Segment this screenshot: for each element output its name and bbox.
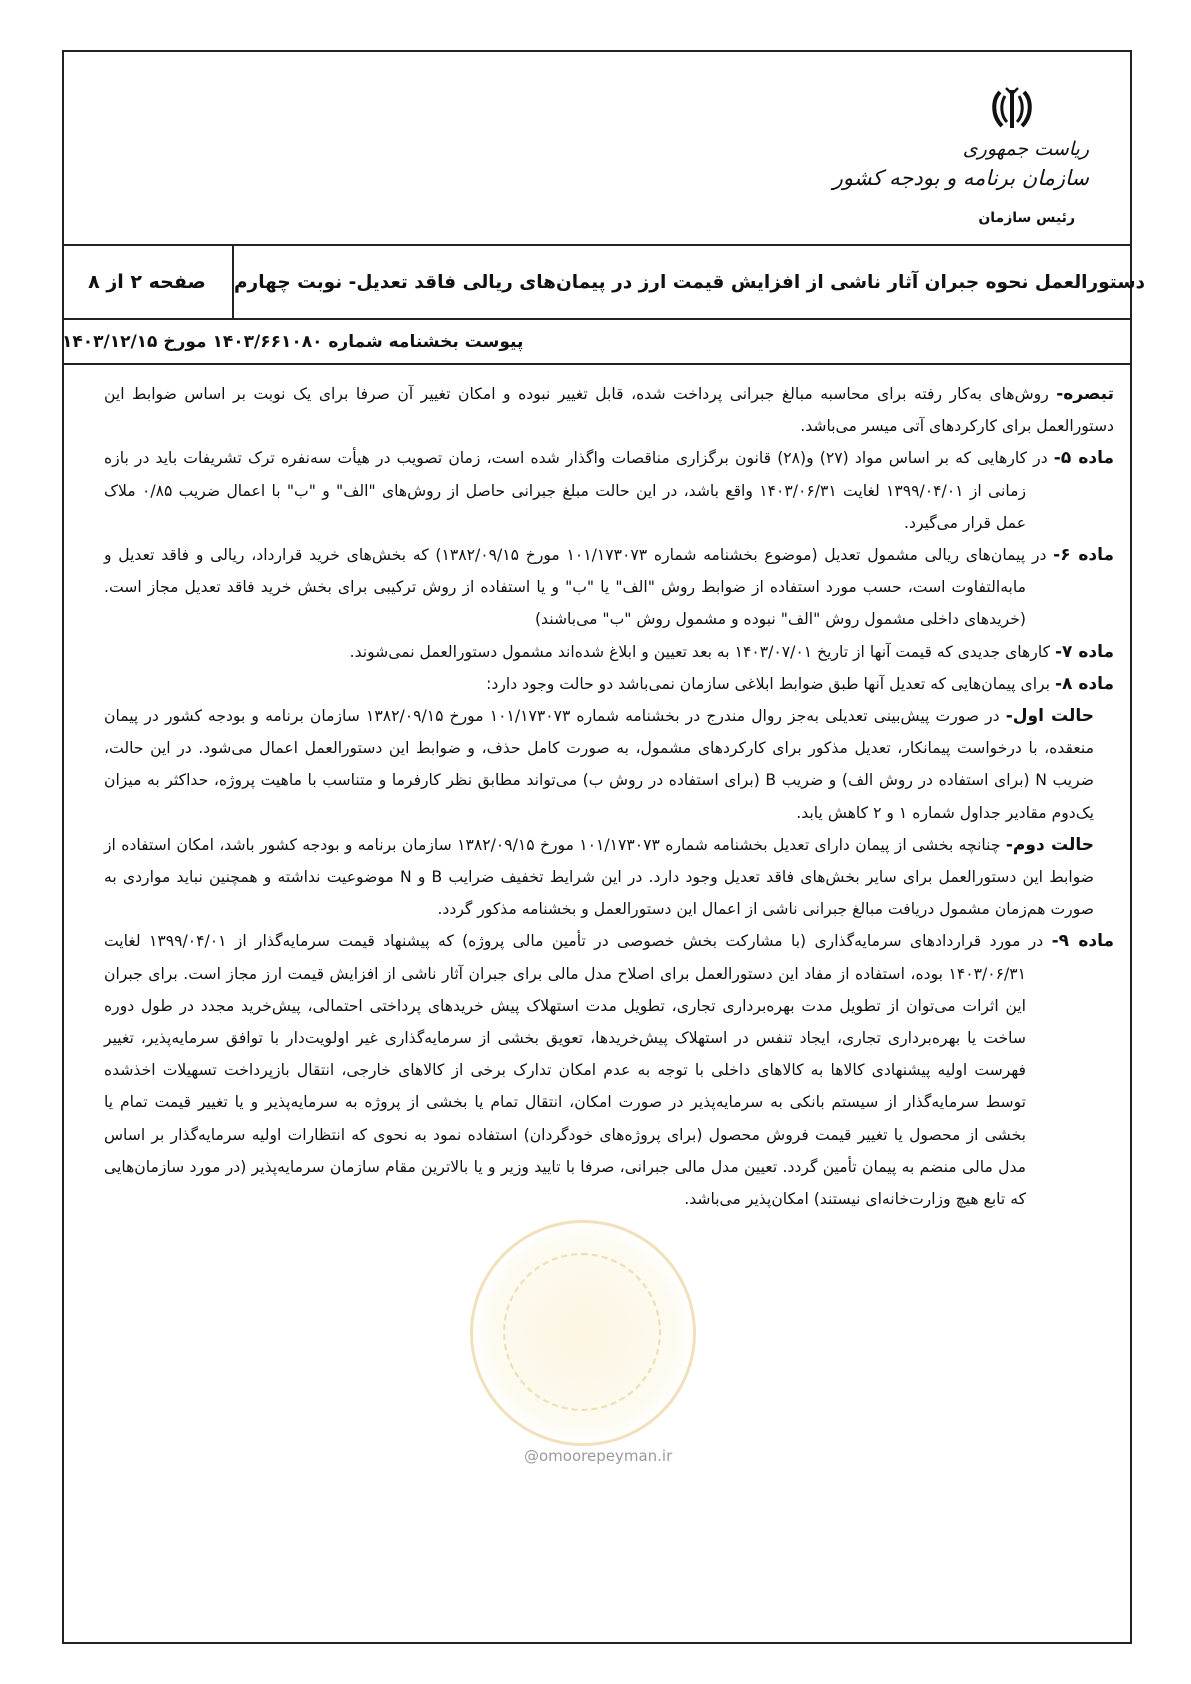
article-7 — [104, 636, 1114, 668]
case-one-label: حالت اول- — [1005, 706, 1095, 727]
article-6-label: ماده ۶- — [1053, 545, 1115, 566]
article-9-text: در مورد قراردادهای سرمایه‌گذاری (با مشارکت بخش خصوصی در تأمین مالی پروژه) که پیشنهاد قیمت سرمایه‌گذار از ۱۳۹۹/۰۴/۰۱ لغایت ۱۴۰۳/۰۶/۳۱ بوده، استفاده از مفاد این دستورالعمل برای اصلاح مدل مالی برای جبران آثار ناشی از افزایش قیمت ارز مجاز است. برای جبران این اثرات می‌توان از تطویل مدت بهره‌برداری تجاری، تطویل مدت استهلاک پیش خریدهای پرداختی احتمالی، پیش‌خرید مجدد در طول دوره ساخت یا بهره‌برداری تجاری، ایجاد تنفس در استهلاک پیش‌خریدها، تعویق بخشی از سرمایه‌گذاری غیر اولویت‌دار با توافق سرمایه‌پذیر، تغییر فهرست اولیه پیشنهادی کالاها به کالاهای داخلی با توجه به عدم امکان تدارک برخی از کالاهای خارجی، انتقال بازپرداخت تسهیلات اخذشده توسط سرمایه‌گذار از سیستم بانکی به سرمایه‌پذیر در صورت امکان، انتقال تمام یا بخشی از پروژه به سرمایه‌پذیر و یا تغییر قیمت تمام یا بخشی از محصول یا تغییر قیمت فروش محصول (برای پروژه‌های خودگردان) استفاده نمود به نحوی که انتظارات اولیه سرمایه‌گذار بر اساس مدل مالی منضم به پیمان تأمین گردد. تعیین مدل مالی جبرانی، صرفا با تایید وزیر و یا بالاترین مقام سازمان سرمایه‌پذیر (در مورد سازمان‌هایی که تابع هیچ وزارت‌خانه‌ای نیستند) امکان‌پذیر می‌باشد. — [104, 932, 1052, 1209]
case-one — [104, 700, 1114, 829]
sig-line-organization: سازمان برنامه و بودجه کشور — [832, 166, 1089, 190]
case-two — [104, 829, 1114, 926]
sig-line-head: رئیس سازمان — [978, 210, 1075, 226]
title-row — [62, 246, 1146, 320]
article-8-label: ماده ۸- — [1054, 673, 1114, 694]
note-text: روش‌های به‌کار رفته برای محاسبه مبالغ جبرانی پرداخت شده، قابل تغییر نبوده و امکان تغییر آن صرفا برای یک نوبت بر اساس ضوابط این دستورالعمل برای کارکردهای آتی میسر می‌باشد. — [104, 385, 1114, 436]
case-two-text: چنانچه بخشی از پیمان دارای تعدیل بخشنامه شماره ۱۰۱/۱۷۳۰۷۳ مورخ ۱۳۸۲/۰۹/۱۵ سازمان برنامه و بودجه کشور باشد، امکان استفاده از ضوابط این دستورالعمل برای سایر بخش‌های فاقد تعدیل وجود دارد. در این شرایط تخفیف ضرایب B و N موضوعیت نداشته و همچنین نباید مواردی به صورت هم‌زمان مشمول دریافت مبالغ جبرانی ناشی از اعمال این دستورالعمل و بخشنامه مذکور گردد. — [104, 835, 1094, 919]
note-label: تبصره- — [1056, 384, 1114, 404]
document-body — [104, 378, 1114, 1215]
emblem-icon — [990, 86, 1034, 132]
header-logo-block — [832, 86, 1115, 246]
annex-reference: پیوست بخشنامه شماره ۱۴۰۳/۶۶۱۰۸۰ مورخ ۱۴۰۳/۱۲/۱۵ — [62, 331, 524, 352]
article-8 — [104, 668, 1114, 700]
case-one-text: در صورت پیش‌بینی تعدیلی به‌جز روال مندرج در بخشنامه شماره ۱۰۱/۱۷۳۰۷۳ مورخ ۱۳۸۲/۰۹/۱۵ سازمان برنامه و بودجه کشور در پیمان منعقده، با درخواست پیمانکار، تعدیل مذکور برای کارکردهای مشمول، به صورت کامل حذف، و ضوابط این دستورالعمل اعمال می‌شود. در این حالت، ضریب N (برای استفاده در روش الف) و ضریب B (برای استفاده در روش ب) می‌تواند مطابق نظر کارفرما و متناسب با ماهیت پروژه، حداکثر به میزان یک‌دوم مقادیر جداول شماره ۱ و ۲ کاهش یابد. — [104, 707, 1094, 822]
article-5 — [104, 442, 1114, 539]
sig-line-presidency: ریاست جمهوری — [962, 138, 1089, 160]
article-5-label: ماده ۵- — [1053, 448, 1115, 469]
page-number: صفحه ۲ از ۸ — [62, 246, 234, 318]
document-title: دستورالعمل نحوه جبران آثار ناشی از افزایش قیمت ارز در پیمان‌های ریالی فاقد تعدیل- نوبت چهارم — [234, 271, 1146, 293]
article-6-text: در پیمان‌های ریالی مشمول تعدیل (موضوع بخشنامه شماره ۱۰۱/۱۷۳۰۷۳ مورخ ۱۳۸۲/۰۹/۱۵) که بخش‌های خرید قرارداد، ریالی و فاقد تعدیل و مابه‌التفاوت است، حسب مورد استفاده از ضوابط روش "الف" یا "ب" و یا استفاده از روش ترکیبی برای بخش خرید فاقد تعدیل مجاز است. (خریدهای داخلی مشمول روش "الف" نبوده و مشمول روش "ب" می‌باشند) — [104, 546, 1054, 629]
note-paragraph — [104, 378, 1114, 442]
article-9 — [104, 925, 1114, 1215]
article-7-label: ماده ۷- — [1054, 641, 1114, 662]
article-6 — [104, 539, 1114, 636]
article-8-text: برای پیمان‌هایی که تعدیل آنها طبق ضوابط ابلاغی سازمان نمی‌باشد دو حالت وجود دارد: — [486, 674, 1055, 693]
watermark-text: @omoorepeyman.ir — [524, 1447, 673, 1465]
title-box — [62, 244, 1146, 365]
article-9-label: ماده ۹- — [1051, 931, 1114, 952]
article-5-text: در کارهایی که بر اساس مواد (۲۷) و(۲۸) قانون برگزاری مناقصات واگذار شده است، زمان تصویب در هیأت سه‌نفره ترک تشریفات باید در بازه زمانی از ۱۳۹۹/۰۴/۰۱ لغایت ۱۴۰۳/۰۶/۳۱ واقع باشد، در این حالت مبلغ جبرانی حاصل از روش‌های "الف" و "ب" با اعمال ضریب ۰/۸۵ ملاک عمل قرار می‌گیرد. — [104, 449, 1054, 532]
case-two-label: حالت دوم- — [1005, 834, 1094, 855]
article-7-text: کارهای جدیدی که قیمت آنها از تاریخ ۱۴۰۳/۰۷/۰۱ به بعد تعیین و ابلاغ شده‌اند مشمول دستورالعمل نمی‌شوند. — [349, 642, 1055, 661]
